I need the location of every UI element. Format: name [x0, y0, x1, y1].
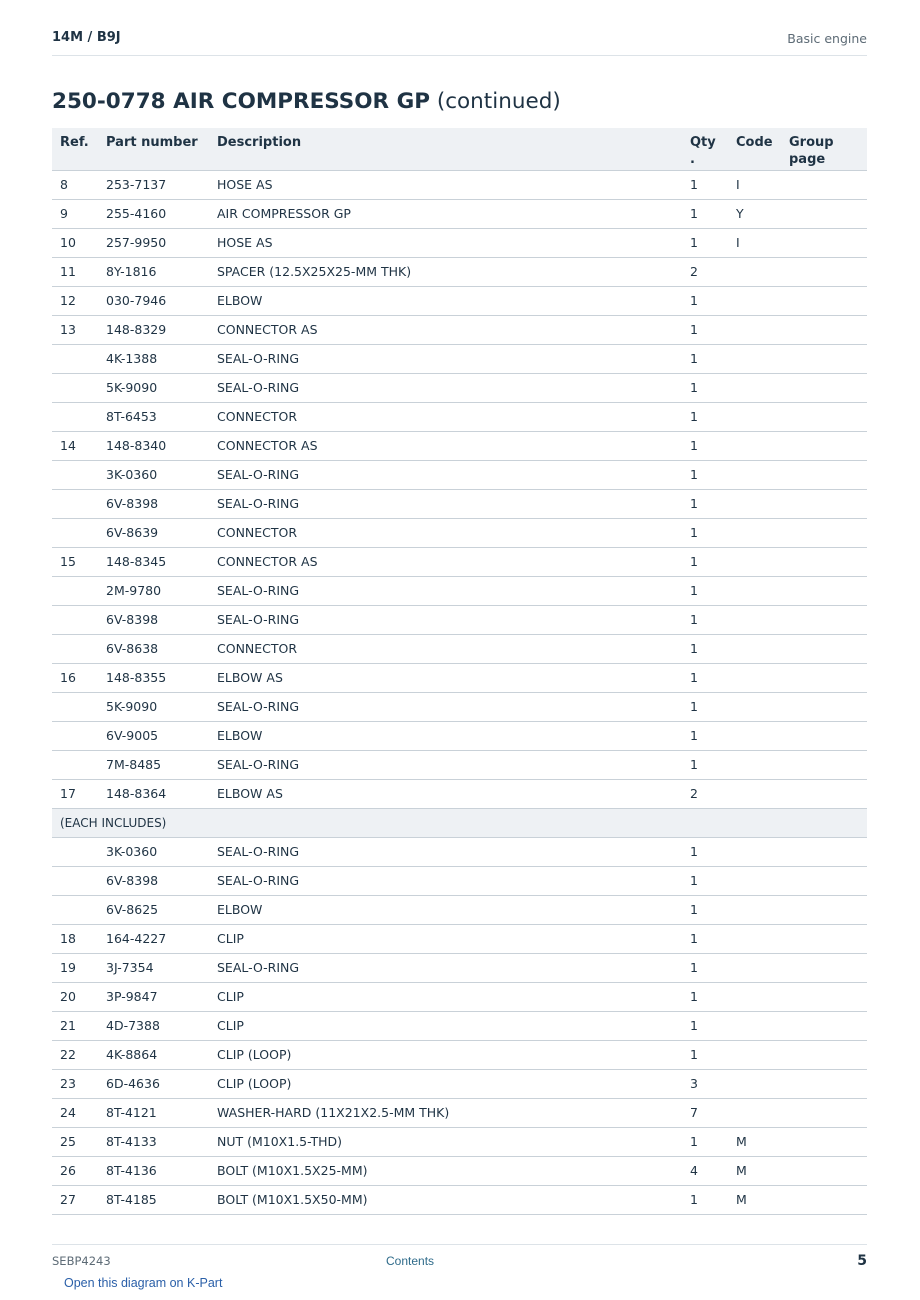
- table-row: [52, 402, 867, 431]
- cell-group-page: [781, 547, 867, 576]
- cell-ref: 14: [52, 431, 98, 460]
- cell-code: [728, 866, 781, 895]
- cell-qty: 1: [682, 721, 728, 750]
- cell-description: SEAL-O-RING: [209, 837, 682, 866]
- cell-ref: 20: [52, 982, 98, 1011]
- cell-description: CONNECTOR AS: [209, 315, 682, 344]
- section-label: Basic engine: [787, 31, 867, 46]
- cell-ref: 15: [52, 547, 98, 576]
- cell-code: [728, 1011, 781, 1040]
- cell-code: [728, 982, 781, 1011]
- cell-description: SEAL-O-RING: [209, 750, 682, 779]
- cell-part-number: 148-8364: [98, 779, 209, 808]
- cell-description: HOSE AS: [209, 228, 682, 257]
- col-header-group-page: Group page: [781, 128, 867, 170]
- cell-code: [728, 257, 781, 286]
- cell-qty: 7: [682, 1098, 728, 1127]
- cell-group-page: [781, 895, 867, 924]
- table-row: [52, 1156, 867, 1185]
- table-row: [52, 1098, 867, 1127]
- cell-qty: 1: [682, 692, 728, 721]
- cell-description: SEAL-O-RING: [209, 866, 682, 895]
- table-row: [52, 953, 867, 982]
- parts-table-body: [52, 170, 867, 1214]
- cell-description: SEAL-O-RING: [209, 692, 682, 721]
- parts-table: [52, 128, 867, 1215]
- cell-qty: 1: [682, 402, 728, 431]
- cell-group-page: [781, 837, 867, 866]
- table-row: [52, 489, 867, 518]
- cell-description: CONNECTOR: [209, 518, 682, 547]
- cell-group-page: [781, 750, 867, 779]
- cell-description: BOLT (M10X1.5X25-MM): [209, 1156, 682, 1185]
- cell-description: SEAL-O-RING: [209, 576, 682, 605]
- page-header: [52, 28, 867, 56]
- cell-group-page: [781, 431, 867, 460]
- cell-qty: 2: [682, 257, 728, 286]
- cell-qty: 1: [682, 576, 728, 605]
- cell-group-page: [781, 605, 867, 634]
- cell-qty: 1: [682, 866, 728, 895]
- model-breadcrumb: 14M / B9J: [52, 30, 121, 45]
- cell-group-page: [781, 518, 867, 547]
- cell-part-number: 8T-4136: [98, 1156, 209, 1185]
- table-row: [52, 576, 867, 605]
- cell-part-number: 148-8345: [98, 547, 209, 576]
- cell-part-number: 6V-8398: [98, 605, 209, 634]
- cell-qty: 1: [682, 1011, 728, 1040]
- cell-description: CLIP (LOOP): [209, 1040, 682, 1069]
- cell-ref: [52, 460, 98, 489]
- cell-ref: 19: [52, 953, 98, 982]
- cell-ref: 24: [52, 1098, 98, 1127]
- cell-group-page: [781, 953, 867, 982]
- cell-qty: 1: [682, 1127, 728, 1156]
- cell-ref: [52, 518, 98, 547]
- cell-code: Y: [728, 199, 781, 228]
- cell-code: [728, 750, 781, 779]
- cell-code: [728, 402, 781, 431]
- cell-part-number: 6D-4636: [98, 1069, 209, 1098]
- cell-qty: 1: [682, 228, 728, 257]
- cell-ref: [52, 373, 98, 402]
- cell-qty: 1: [682, 547, 728, 576]
- cell-qty: 1: [682, 344, 728, 373]
- cell-description: BOLT (M10X1.5X50-MM): [209, 1185, 682, 1214]
- cell-group-page: [781, 257, 867, 286]
- cell-ref: 26: [52, 1156, 98, 1185]
- cell-qty: 1: [682, 460, 728, 489]
- cell-group-page: [781, 576, 867, 605]
- cell-qty: 1: [682, 315, 728, 344]
- table-row: [52, 344, 867, 373]
- col-header-code: Code: [728, 128, 781, 170]
- cell-part-number: 8T-4133: [98, 1127, 209, 1156]
- cell-description: SPACER (12.5X25X25-MM THK): [209, 257, 682, 286]
- table-row: [52, 663, 867, 692]
- table-note-row: [52, 808, 867, 837]
- cell-ref: [52, 576, 98, 605]
- cell-group-page: [781, 982, 867, 1011]
- table-row: [52, 373, 867, 402]
- table-row: [52, 605, 867, 634]
- col-header-description: Description: [209, 128, 682, 170]
- cell-part-number: 3J-7354: [98, 953, 209, 982]
- cell-part-number: 4K-1388: [98, 344, 209, 373]
- cell-group-page: [781, 779, 867, 808]
- cell-part-number: 8T-4121: [98, 1098, 209, 1127]
- cell-part-number: 8T-4185: [98, 1185, 209, 1214]
- cell-group-page: [781, 866, 867, 895]
- table-row: [52, 895, 867, 924]
- table-row: [52, 315, 867, 344]
- cell-code: [728, 837, 781, 866]
- cell-group-page: [781, 460, 867, 489]
- cell-part-number: 6V-8625: [98, 895, 209, 924]
- document-id: SEBP4243: [52, 1254, 111, 1268]
- table-row: [52, 750, 867, 779]
- col-header-part-number: Part number: [98, 128, 209, 170]
- cell-group-page: [781, 1156, 867, 1185]
- table-row: [52, 1011, 867, 1040]
- cell-part-number: 2M-9780: [98, 576, 209, 605]
- table-row: [52, 257, 867, 286]
- cell-group-page: [781, 286, 867, 315]
- cell-part-number: 3P-9847: [98, 982, 209, 1011]
- cell-qty: 1: [682, 663, 728, 692]
- cell-qty: 1: [682, 750, 728, 779]
- cell-code: [728, 605, 781, 634]
- cell-part-number: 6V-8638: [98, 634, 209, 663]
- cell-description: CONNECTOR: [209, 402, 682, 431]
- cell-group-page: [781, 199, 867, 228]
- cell-ref: 21: [52, 1011, 98, 1040]
- cell-group-page: [781, 1011, 867, 1040]
- cell-code: [728, 924, 781, 953]
- cell-qty: 1: [682, 837, 728, 866]
- cell-description: SEAL-O-RING: [209, 373, 682, 402]
- cell-ref: [52, 402, 98, 431]
- col-header-qty: Qty .: [682, 128, 728, 170]
- table-row: [52, 1040, 867, 1069]
- cell-code: [728, 1098, 781, 1127]
- cell-description: CONNECTOR AS: [209, 547, 682, 576]
- cell-code: [728, 692, 781, 721]
- cell-ref: 16: [52, 663, 98, 692]
- cell-code: [728, 779, 781, 808]
- table-row: [52, 1069, 867, 1098]
- cell-qty: 1: [682, 1040, 728, 1069]
- cell-ref: 11: [52, 257, 98, 286]
- cell-qty: 1: [682, 605, 728, 634]
- cell-part-number: 8T-6453: [98, 402, 209, 431]
- cell-part-number: 255-4160: [98, 199, 209, 228]
- cell-group-page: [781, 924, 867, 953]
- table-header-row: [52, 128, 867, 170]
- cell-group-page: [781, 1098, 867, 1127]
- cell-ref: 8: [52, 170, 98, 199]
- cell-qty: 1: [682, 895, 728, 924]
- cell-group-page: [781, 692, 867, 721]
- page-number: 5: [857, 1253, 867, 1269]
- cell-description: NUT (M10X1.5-THD): [209, 1127, 682, 1156]
- table-row: [52, 431, 867, 460]
- cell-group-page: [781, 489, 867, 518]
- cell-ref: 23: [52, 1069, 98, 1098]
- cell-group-page: [781, 1127, 867, 1156]
- cell-description: SEAL-O-RING: [209, 344, 682, 373]
- cell-part-number: 8Y-1816: [98, 257, 209, 286]
- cell-description: HOSE AS: [209, 170, 682, 199]
- cell-ref: [52, 489, 98, 518]
- cell-group-page: [781, 344, 867, 373]
- cell-part-number: 6V-9005: [98, 721, 209, 750]
- cell-qty: 1: [682, 953, 728, 982]
- table-row: [52, 634, 867, 663]
- cell-part-number: 4K-8864: [98, 1040, 209, 1069]
- table-row: [52, 170, 867, 199]
- cell-qty: 4: [682, 1156, 728, 1185]
- table-row: [52, 1185, 867, 1214]
- page-title: [52, 89, 561, 114]
- cell-qty: 2: [682, 779, 728, 808]
- cell-part-number: 4D-7388: [98, 1011, 209, 1040]
- cell-qty: 1: [682, 518, 728, 547]
- cell-qty: 1: [682, 373, 728, 402]
- cell-ref: [52, 692, 98, 721]
- table-row: [52, 228, 867, 257]
- cell-code: [728, 547, 781, 576]
- cell-description: SEAL-O-RING: [209, 953, 682, 982]
- group-title: 250-0778 AIR COMPRESSOR GP: [52, 89, 430, 114]
- cell-code: [728, 721, 781, 750]
- cell-description: CONNECTOR: [209, 634, 682, 663]
- cell-part-number: 5K-9090: [98, 373, 209, 402]
- cell-code: [728, 460, 781, 489]
- cell-code: [728, 663, 781, 692]
- cell-qty: 1: [682, 634, 728, 663]
- cell-ref: 12: [52, 286, 98, 315]
- table-row: [52, 982, 867, 1011]
- table-row: [52, 460, 867, 489]
- cell-part-number: 6V-8639: [98, 518, 209, 547]
- cell-ref: 25: [52, 1127, 98, 1156]
- cell-ref: 17: [52, 779, 98, 808]
- table-row: [52, 866, 867, 895]
- cell-group-page: [781, 402, 867, 431]
- cell-qty: 1: [682, 431, 728, 460]
- cell-part-number: 3K-0360: [98, 837, 209, 866]
- cell-code: [728, 373, 781, 402]
- cell-description: CLIP: [209, 924, 682, 953]
- cell-description: AIR COMPRESSOR GP: [209, 199, 682, 228]
- cell-code: [728, 895, 781, 924]
- col-header-ref: Ref.: [52, 128, 98, 170]
- cell-group-page: [781, 315, 867, 344]
- cell-code: M: [728, 1185, 781, 1214]
- cell-description: WASHER-HARD (11X21X2.5-MM THK): [209, 1098, 682, 1127]
- cell-part-number: 253-7137: [98, 170, 209, 199]
- cell-group-page: [781, 1040, 867, 1069]
- cell-ref: [52, 634, 98, 663]
- table-row: [52, 721, 867, 750]
- cell-part-number: 3K-0360: [98, 460, 209, 489]
- cell-ref: 10: [52, 228, 98, 257]
- cell-ref: 13: [52, 315, 98, 344]
- table-row: [52, 199, 867, 228]
- cell-ref: [52, 837, 98, 866]
- cell-code: [728, 344, 781, 373]
- cell-description: ELBOW: [209, 286, 682, 315]
- cell-code: [728, 286, 781, 315]
- cell-description: CONNECTOR AS: [209, 431, 682, 460]
- cell-code: [728, 431, 781, 460]
- cell-code: I: [728, 228, 781, 257]
- cell-code: [728, 953, 781, 982]
- cell-qty: 1: [682, 1185, 728, 1214]
- cell-description: SEAL-O-RING: [209, 605, 682, 634]
- cell-code: [728, 576, 781, 605]
- cell-description: ELBOW AS: [209, 663, 682, 692]
- cell-description: ELBOW: [209, 895, 682, 924]
- table-row: [52, 547, 867, 576]
- table-row: [52, 779, 867, 808]
- cell-description: ELBOW AS: [209, 779, 682, 808]
- cell-code: I: [728, 170, 781, 199]
- cell-description: CLIP: [209, 982, 682, 1011]
- title-continued: (continued): [429, 89, 561, 114]
- cell-part-number: 6V-8398: [98, 489, 209, 518]
- cell-group-page: [781, 634, 867, 663]
- table-row: [52, 837, 867, 866]
- cell-qty: 3: [682, 1069, 728, 1098]
- cell-ref: 18: [52, 924, 98, 953]
- table-row: [52, 286, 867, 315]
- cell-ref: [52, 750, 98, 779]
- cell-ref: 27: [52, 1185, 98, 1214]
- cell-code: M: [728, 1156, 781, 1185]
- cell-qty: 1: [682, 286, 728, 315]
- page-footer: [52, 1244, 867, 1275]
- contents-link[interactable]: Contents: [386, 1254, 435, 1268]
- cell-part-number: 148-8329: [98, 315, 209, 344]
- table-row: [52, 692, 867, 721]
- open-kpart-link[interactable]: Open this diagram on K-Part: [64, 1276, 223, 1290]
- cell-code: [728, 489, 781, 518]
- cell-group-page: [781, 1185, 867, 1214]
- cell-qty: 1: [682, 199, 728, 228]
- cell-code: [728, 1069, 781, 1098]
- cell-code: [728, 518, 781, 547]
- cell-group-page: [781, 228, 867, 257]
- cell-part-number: 148-8340: [98, 431, 209, 460]
- cell-part-number: 5K-9090: [98, 692, 209, 721]
- cell-qty: 1: [682, 924, 728, 953]
- cell-part-number: 030-7946: [98, 286, 209, 315]
- cell-group-page: [781, 170, 867, 199]
- cell-description: ELBOW: [209, 721, 682, 750]
- cell-qty: 1: [682, 982, 728, 1011]
- cell-ref: 9: [52, 199, 98, 228]
- cell-group-page: [781, 721, 867, 750]
- cell-ref: [52, 344, 98, 373]
- cell-group-page: [781, 373, 867, 402]
- cell-code: [728, 634, 781, 663]
- cell-part-number: 7M-8485: [98, 750, 209, 779]
- table-row: [52, 1127, 867, 1156]
- cell-description: SEAL-O-RING: [209, 489, 682, 518]
- cell-ref: [52, 866, 98, 895]
- cell-ref: [52, 721, 98, 750]
- cell-ref: 22: [52, 1040, 98, 1069]
- cell-code: M: [728, 1127, 781, 1156]
- cell-part-number: 148-8355: [98, 663, 209, 692]
- cell-part-number: 164-4227: [98, 924, 209, 953]
- cell-ref: [52, 895, 98, 924]
- cell-code: [728, 315, 781, 344]
- cell-qty: 1: [682, 170, 728, 199]
- cell-group-page: [781, 663, 867, 692]
- note-text: (EACH INCLUDES): [52, 808, 867, 837]
- cell-description: CLIP (LOOP): [209, 1069, 682, 1098]
- cell-part-number: 6V-8398: [98, 866, 209, 895]
- cell-ref: [52, 605, 98, 634]
- cell-code: [728, 1040, 781, 1069]
- cell-part-number: 257-9950: [98, 228, 209, 257]
- table-row: [52, 924, 867, 953]
- cell-description: CLIP: [209, 1011, 682, 1040]
- cell-description: SEAL-O-RING: [209, 460, 682, 489]
- table-row: [52, 518, 867, 547]
- cell-group-page: [781, 1069, 867, 1098]
- cell-qty: 1: [682, 489, 728, 518]
